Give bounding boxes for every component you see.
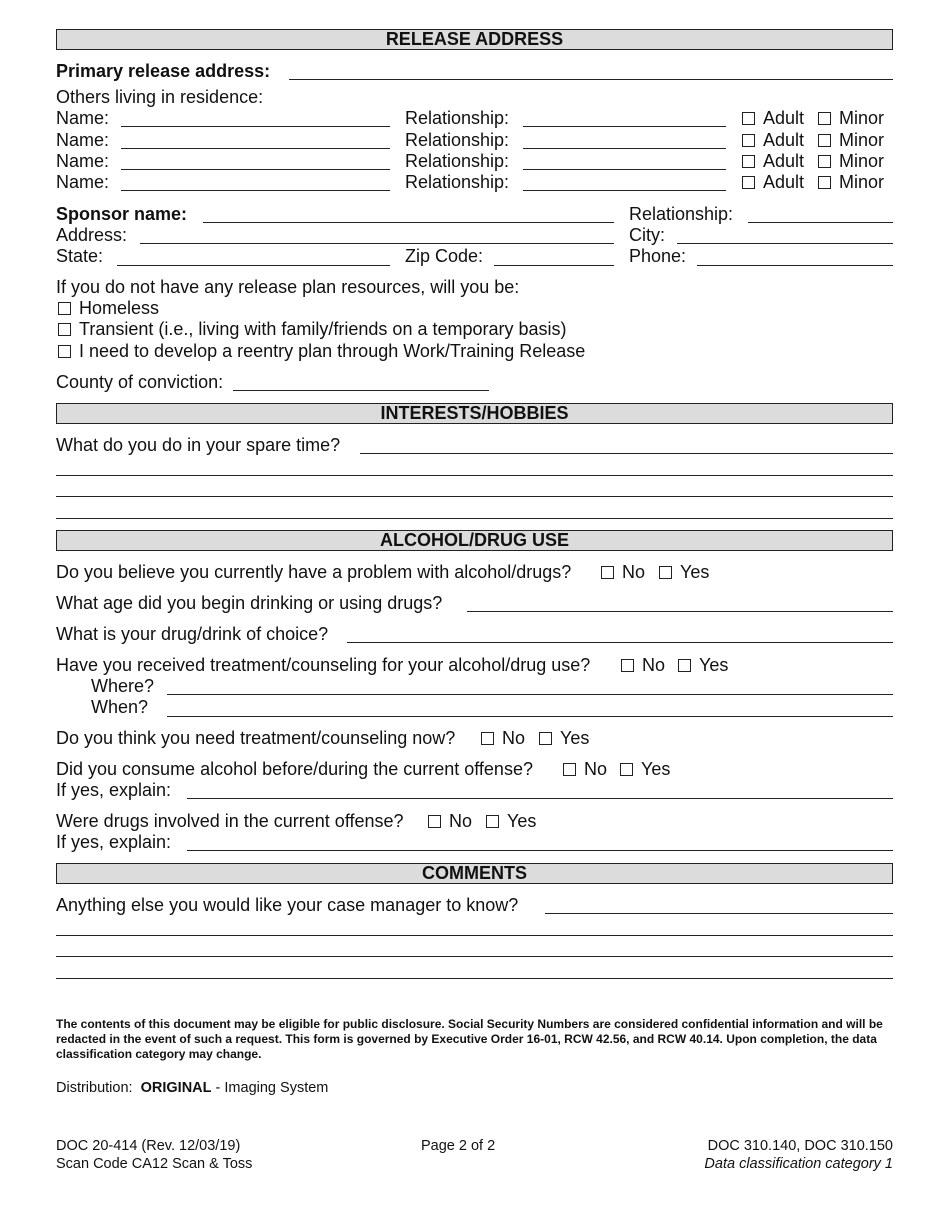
explain-label: If yes, explain:	[56, 832, 172, 852]
when-field[interactable]	[167, 716, 893, 717]
drug-of-choice-field[interactable]	[347, 642, 893, 643]
primary-release-address-label: Primary release address:	[56, 61, 271, 81]
state-field[interactable]	[117, 265, 390, 266]
problem-question: Do you believe you currently have a problem with alcohol/drugs?	[56, 562, 572, 582]
occupant-name-field[interactable]	[121, 148, 390, 149]
treatment-yes-checkbox[interactable]	[678, 659, 691, 672]
sponsor-name-label: Sponsor name:	[56, 204, 188, 224]
drugs-involved-explain-field[interactable]	[187, 850, 893, 851]
treatment-no-checkbox[interactable]	[621, 659, 634, 672]
need-treatment-yes-checkbox[interactable]	[539, 732, 552, 745]
occupant-relationship-label: Relationship:	[405, 172, 510, 192]
adult-label: Adult	[763, 172, 805, 192]
adult-checkbox[interactable]	[742, 155, 755, 168]
occupant-name-field[interactable]	[121, 190, 390, 191]
minor-checkbox[interactable]	[818, 155, 831, 168]
homeless-checkbox[interactable]	[58, 302, 71, 315]
no-label: No	[622, 562, 646, 582]
adult-checkbox[interactable]	[742, 176, 755, 189]
distribution-original: ORIGINAL	[140, 1080, 212, 1096]
transient-label: Transient (i.e., living with family/friends on a temporary basis)	[79, 319, 567, 339]
distribution-rest: - Imaging System	[215, 1080, 329, 1096]
distribution-label: Distribution:	[56, 1080, 133, 1096]
spare-time-line[interactable]	[56, 475, 893, 476]
policy-numbers: DOC 310.140, DOC 310.150	[707, 1138, 893, 1154]
sponsor-name-field[interactable]	[203, 222, 614, 223]
zip-code-label: Zip Code:	[405, 246, 484, 266]
no-label: No	[502, 728, 526, 748]
drugs-involved-no-checkbox[interactable]	[428, 815, 441, 828]
consume-alcohol-explain-field[interactable]	[187, 798, 893, 799]
reentry-plan-label: I need to develop a reentry plan through Work/Training Release	[79, 341, 586, 361]
adult-checkbox[interactable]	[742, 134, 755, 147]
page-number: Page 2 of 2	[421, 1138, 496, 1154]
minor-label: Minor	[839, 172, 885, 192]
phone-field[interactable]	[697, 265, 893, 266]
primary-release-address-field[interactable]	[289, 79, 893, 80]
need-treatment-question: Do you think you need treatment/counseling now?	[56, 728, 456, 748]
comments-header: COMMENTS	[56, 863, 893, 884]
spare-time-field[interactable]	[360, 453, 893, 454]
sponsor-relationship-field[interactable]	[748, 222, 893, 223]
others-living-label: Others living in residence:	[56, 87, 264, 107]
adult-label: Adult	[763, 130, 805, 150]
sponsor-relationship-label: Relationship:	[629, 204, 734, 224]
explain-label: If yes, explain:	[56, 780, 172, 800]
no-label: No	[642, 655, 666, 675]
zip-code-field[interactable]	[494, 265, 614, 266]
consume-alcohol-no-checkbox[interactable]	[563, 763, 576, 776]
data-classification: Data classification category 1	[704, 1156, 893, 1172]
minor-label: Minor	[839, 151, 885, 171]
alcohol-drug-use-header: ALCOHOL/DRUG USE	[56, 530, 893, 551]
occupant-relationship-label: Relationship:	[405, 130, 510, 150]
city-field[interactable]	[677, 243, 893, 244]
where-label: Where?	[91, 676, 155, 696]
address-label: Address:	[56, 225, 128, 245]
occupant-name-label: Name:	[56, 172, 110, 192]
reentry-plan-checkbox[interactable]	[58, 345, 71, 358]
yes-label: Yes	[507, 811, 537, 831]
minor-label: Minor	[839, 130, 885, 150]
county-of-conviction-field[interactable]	[233, 390, 489, 391]
form-number: DOC 20-414 (Rev. 12/03/19)	[56, 1138, 241, 1154]
distribution-line	[56, 1079, 328, 1097]
consume-alcohol-question: Did you consume alcohol before/during the current offense?	[56, 759, 533, 779]
adult-label: Adult	[763, 108, 805, 128]
homeless-label: Homeless	[79, 298, 160, 318]
yes-label: Yes	[641, 759, 671, 779]
comments-line[interactable]	[56, 978, 893, 979]
minor-checkbox[interactable]	[818, 176, 831, 189]
drugs-involved-question: Were drugs involved in the current offense?	[56, 811, 404, 831]
occupant-name-label: Name:	[56, 151, 110, 171]
disclosure-notice: The contents of this document may be eligible for public disclosure. Social Security Numbers are considered confidential information and will be redacted in the event of such a request. This form is governed by Executive Order 16-01, RCW 42.56, and RCW 40.14. Upon completion, the data classification category may change.	[56, 1017, 883, 1061]
no-label: No	[449, 811, 473, 831]
yes-label: Yes	[560, 728, 590, 748]
drug-of-choice-question: What is your drug/drink of choice?	[56, 624, 329, 644]
address-field[interactable]	[140, 243, 614, 244]
spare-time-line[interactable]	[56, 518, 893, 519]
city-label: City:	[629, 225, 665, 245]
state-label: State:	[56, 246, 104, 266]
release-plan-question: If you do not have any release plan resources, will you be:	[56, 277, 520, 297]
minor-checkbox[interactable]	[818, 112, 831, 125]
occupant-name-field[interactable]	[121, 126, 390, 127]
problem-no-checkbox[interactable]	[601, 566, 614, 579]
yes-label: Yes	[680, 562, 710, 582]
county-of-conviction-label: County of conviction:	[56, 372, 224, 392]
occupant-relationship-field[interactable]	[523, 169, 726, 170]
occupant-relationship-field[interactable]	[523, 126, 726, 127]
occupant-relationship-label: Relationship:	[405, 151, 510, 171]
where-field[interactable]	[167, 694, 893, 695]
occupant-name-label: Name:	[56, 108, 110, 128]
minor-checkbox[interactable]	[818, 134, 831, 147]
yes-label: Yes	[699, 655, 729, 675]
drugs-involved-yes-checkbox[interactable]	[486, 815, 499, 828]
comments-question: Anything else you would like your case manager to know?	[56, 895, 519, 915]
when-label: When?	[91, 697, 149, 717]
minor-label: Minor	[839, 108, 885, 128]
comments-field[interactable]	[545, 913, 893, 914]
phone-label: Phone:	[629, 246, 687, 266]
comments-line[interactable]	[56, 956, 893, 957]
consume-alcohol-yes-checkbox[interactable]	[620, 763, 633, 776]
no-label: No	[584, 759, 608, 779]
comments-line[interactable]	[56, 935, 893, 936]
occupant-relationship-field[interactable]	[523, 190, 726, 191]
need-treatment-no-checkbox[interactable]	[481, 732, 494, 745]
occupant-relationship-field[interactable]	[523, 148, 726, 149]
adult-checkbox[interactable]	[742, 112, 755, 125]
age-began-question: What age did you begin drinking or using drugs?	[56, 593, 443, 613]
scan-code: Scan Code CA12 Scan & Toss	[56, 1156, 253, 1172]
interests-hobbies-header: INTERESTS/HOBBIES	[56, 403, 893, 424]
occupant-relationship-label: Relationship:	[405, 108, 510, 128]
transient-checkbox[interactable]	[58, 323, 71, 336]
release-address-header: RELEASE ADDRESS	[56, 29, 893, 50]
age-began-field[interactable]	[467, 611, 893, 612]
treatment-received-question: Have you received treatment/counseling for your alcohol/drug use?	[56, 655, 591, 675]
adult-label: Adult	[763, 151, 805, 171]
occupant-name-field[interactable]	[121, 169, 390, 170]
occupant-name-label: Name:	[56, 130, 110, 150]
problem-yes-checkbox[interactable]	[659, 566, 672, 579]
spare-time-line[interactable]	[56, 496, 893, 497]
spare-time-question: What do you do in your spare time?	[56, 435, 341, 455]
